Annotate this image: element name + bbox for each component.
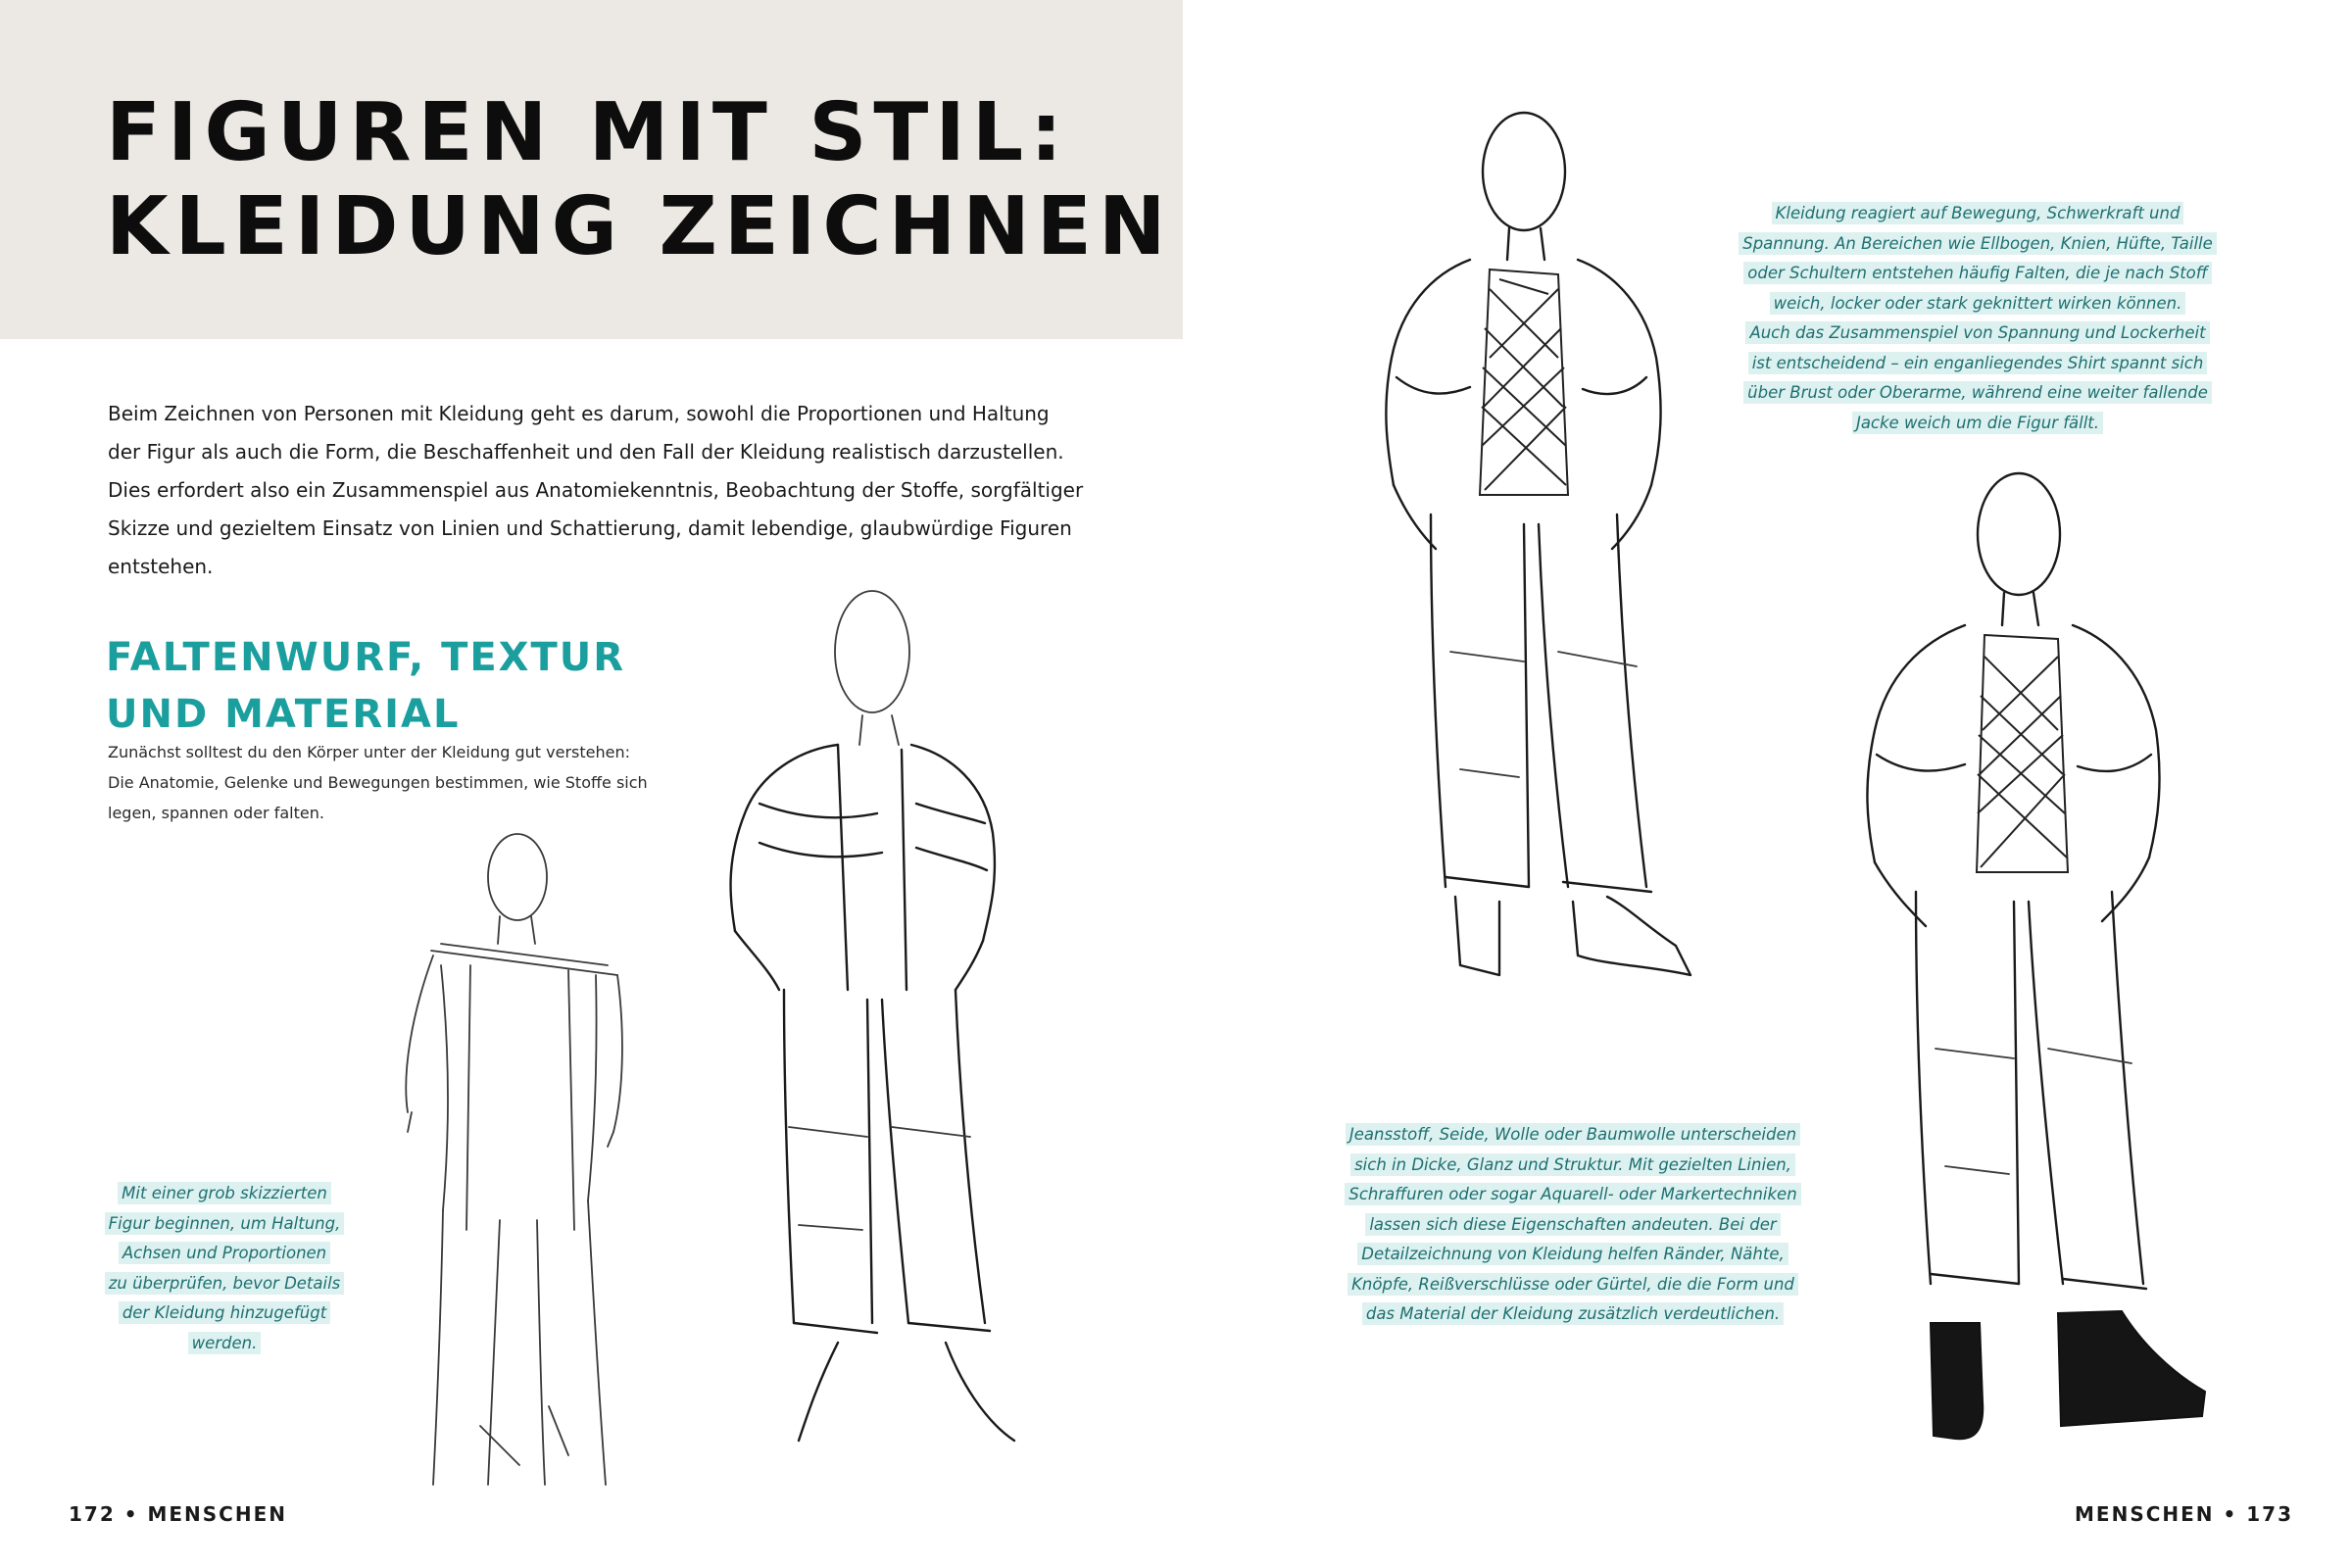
page-title-line-2: KLEIDUNG ZEICHNEN (106, 180, 1173, 273)
caption-line: Knöpfe, Reißverschlüsse oder Gürtel, die die Form und (1348, 1273, 1798, 1296)
caption-line: ist entscheidend – ein enganliegendes Shirt spannt sich (1748, 352, 2208, 374)
caption-line: lassen sich diese Eigenschaften andeuten. Bei der (1365, 1213, 1780, 1236)
section-heading-line-1: FALTENWURF, TEXTUR (106, 635, 626, 680)
caption-line: Mit einer grob skizzierten (118, 1182, 331, 1204)
caption-line: sich in Dicke, Glanz und Struktur. Mit gezielten Linien, (1350, 1153, 1795, 1176)
booted-figure-sketch (1818, 461, 2210, 1480)
caption-line: weich, locker oder stark geknittert wirken können. (1770, 292, 2186, 315)
caption-left (82, 1179, 367, 1358)
page-number-right: MENSCHEN • 173 (2075, 1502, 2293, 1526)
caption-line: zu überprüfen, bevor Details (105, 1272, 345, 1295)
caption-right-top (1703, 199, 2252, 438)
caption-line: Figur beginnen, um Haltung, (105, 1212, 345, 1235)
caption-line: Detailzeichnung von Kleidung helfen Ränder, Nähte, (1357, 1243, 1788, 1265)
section-heading-line-2: UND MATERIAL (106, 692, 461, 737)
caption-line: der Kleidung hinzugefügt (119, 1301, 330, 1324)
caption-line: das Material der Kleidung zusätzlich verdeutlichen. (1362, 1302, 1784, 1325)
caption-line: Jeansstoff, Seide, Wolle oder Baumwolle unterscheiden (1346, 1123, 1800, 1146)
intro-paragraph: Beim Zeichnen von Personen mit Kleidung geht es darum, sowohl die Proportionen und Haltung der Figur als auch die Form, die Beschaffenheit und den Fall der Kleidung realistisch darzustellen. Dies erfordert also ein Zusammenspiel aus Anatomiekenntnis, Beobachtung der Stoffe, sorgfältiger Skizze und gezieltem Einsatz von Linien und Schattierung, damit lebendige, glaubwürdige Figuren entstehen. (108, 402, 1084, 578)
jacket-figure-sketch (691, 578, 1024, 1450)
caption-line: Schraffuren oder sogar Aquarell- oder Markertechniken (1345, 1183, 1800, 1205)
page-title-line-1: FIGUREN MIT STIL: (106, 86, 1069, 179)
caption-line: werden. (188, 1332, 262, 1354)
caption-right-bottom (1279, 1120, 1867, 1330)
page-number-left: 172 • MENSCHEN (69, 1502, 287, 1526)
caption-line: Auch das Zusammenspiel von Spannung und Lockerheit (1745, 321, 2209, 344)
caption-line: oder Schultern entstehen häufig Falten, die je nach Stoff (1743, 262, 2211, 284)
rough-figure-sketch (372, 818, 637, 1494)
page-title (106, 86, 1173, 274)
hatched-shirt-figure-sketch (1352, 103, 1705, 1024)
caption-line: Spannung. An Bereichen wie Ellbogen, Knien, Hüfte, Taille (1739, 232, 2217, 255)
caption-line: Jacke weich um die Figur fällt. (1852, 412, 2103, 434)
section-heading (106, 629, 625, 743)
caption-line: Achsen und Proportionen (119, 1242, 330, 1264)
section-paragraph: Zunächst solltest du den Körper unter der Kleidung gut verstehen: Die Anatomie, Gelenke und Bewegungen bestimmen, wie Stoffe sich legen, spannen oder falten. (108, 743, 648, 822)
caption-line: Kleidung reagiert auf Bewegung, Schwerkraft und (1772, 202, 2184, 224)
caption-line: über Brust oder Oberarme, während eine weiter fallende (1743, 381, 2212, 404)
